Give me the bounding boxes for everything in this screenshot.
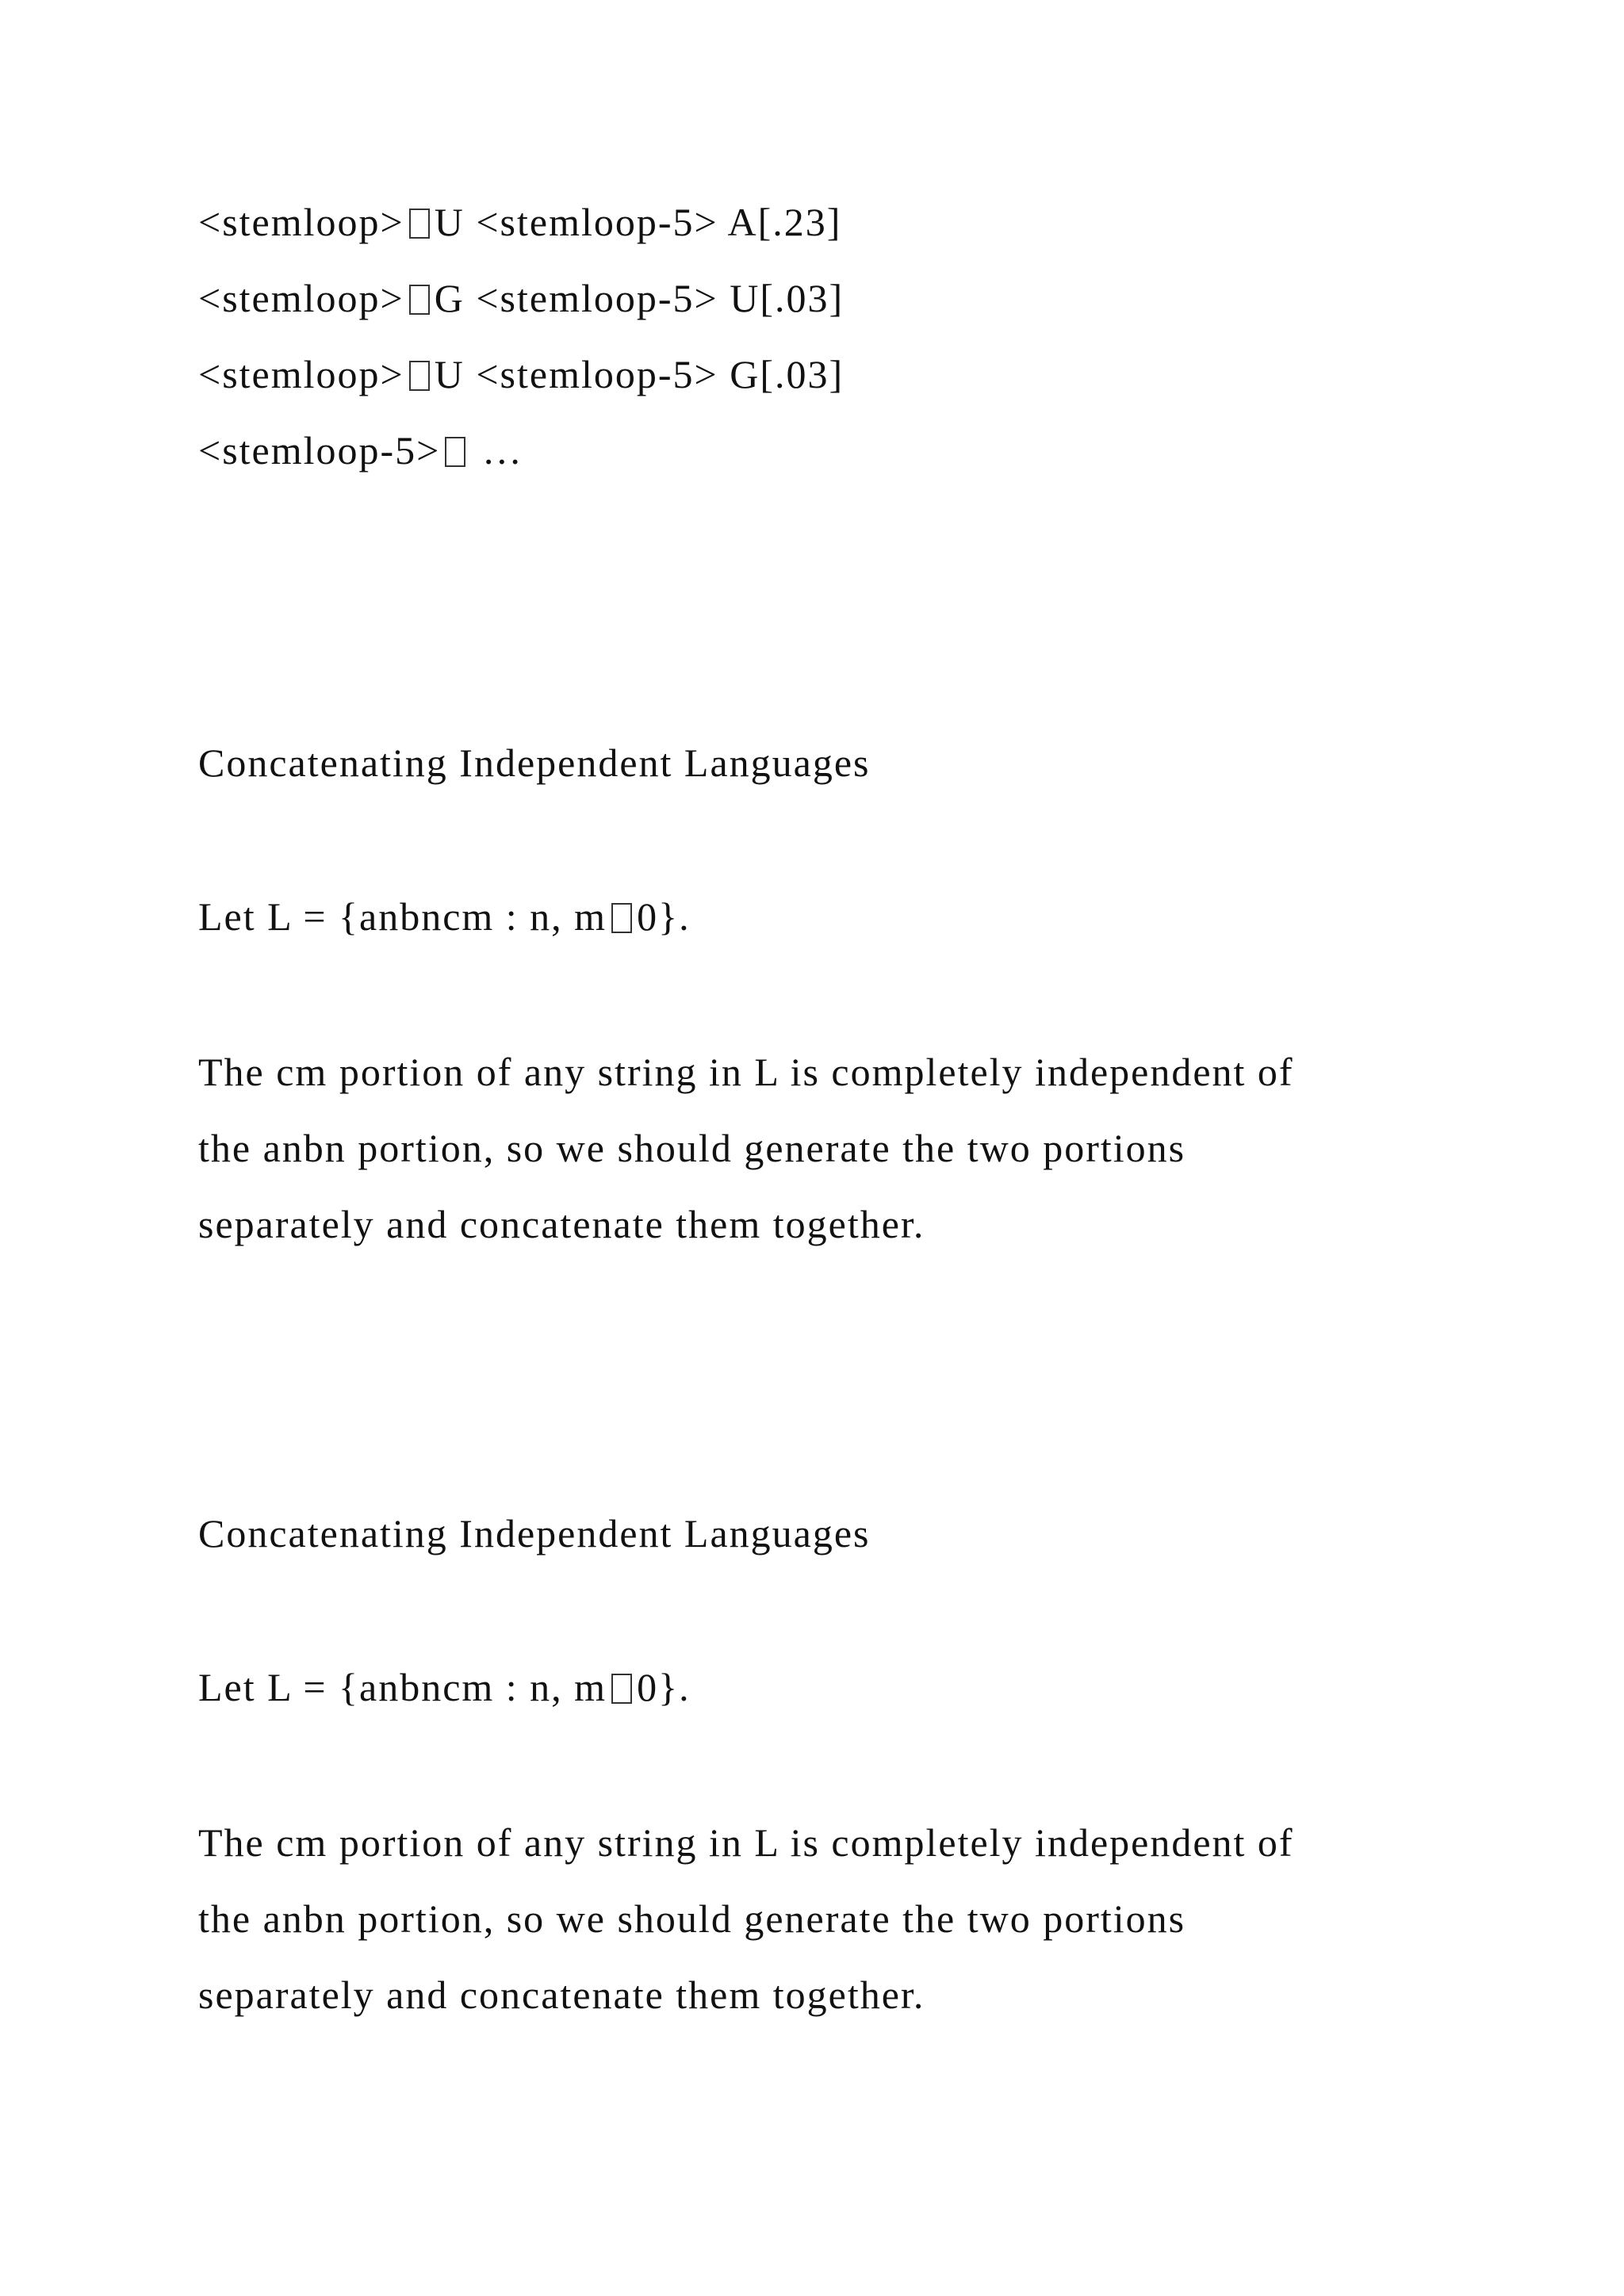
paragraph-line: separately and concatenate them together. [198, 1202, 925, 1246]
rule-lhs: <stemloop> [198, 200, 404, 244]
rule-lhs: <stemloop> [198, 276, 404, 320]
paragraph-line: The cm portion of any string in L is completely independent of [198, 1820, 1294, 1865]
rule-lhs: <stemloop> [198, 352, 404, 396]
definition-end: 0}. [637, 1665, 691, 1709]
definition-end: 0}. [637, 894, 691, 939]
missing-glyph-icon [409, 361, 430, 391]
definition-start: Let L = {anbncm : n, m [198, 1665, 607, 1709]
missing-glyph-icon [409, 209, 430, 239]
rule-lhs: <stemloop-5> [198, 428, 441, 473]
definition-start: Let L = {anbncm : n, m [198, 894, 607, 939]
missing-glyph-icon [409, 285, 430, 315]
rule-rhs: U <stemloop-5> A[.23] [434, 200, 842, 244]
paragraph-line: the anbn portion, so we should generate the two portions [198, 1896, 1186, 1941]
missing-glyph-icon [611, 1674, 632, 1704]
grammar-rule-3 [198, 350, 844, 398]
missing-glyph-icon [445, 437, 465, 467]
grammar-rule-2 [198, 274, 844, 322]
paragraph-line: the anbn portion, so we should generate the two portions [198, 1126, 1186, 1170]
grammar-rule-4 [198, 427, 523, 474]
grammar-rule-1 [198, 198, 841, 246]
rule-rhs: U <stemloop-5> G[.03] [434, 352, 845, 396]
section-heading: Concatenating Independent Languages [198, 740, 871, 785]
missing-glyph-icon [611, 903, 632, 933]
rule-rhs: … [470, 428, 523, 473]
paragraph-line: The cm portion of any string in L is completely independent of [198, 1050, 1294, 1094]
language-definition [198, 1663, 691, 1711]
section-heading: Concatenating Independent Languages [198, 1511, 871, 1556]
language-definition [198, 893, 691, 940]
paragraph-line: separately and concatenate them together. [198, 1973, 925, 2017]
rule-rhs: G <stemloop-5> U[.03] [434, 276, 845, 320]
